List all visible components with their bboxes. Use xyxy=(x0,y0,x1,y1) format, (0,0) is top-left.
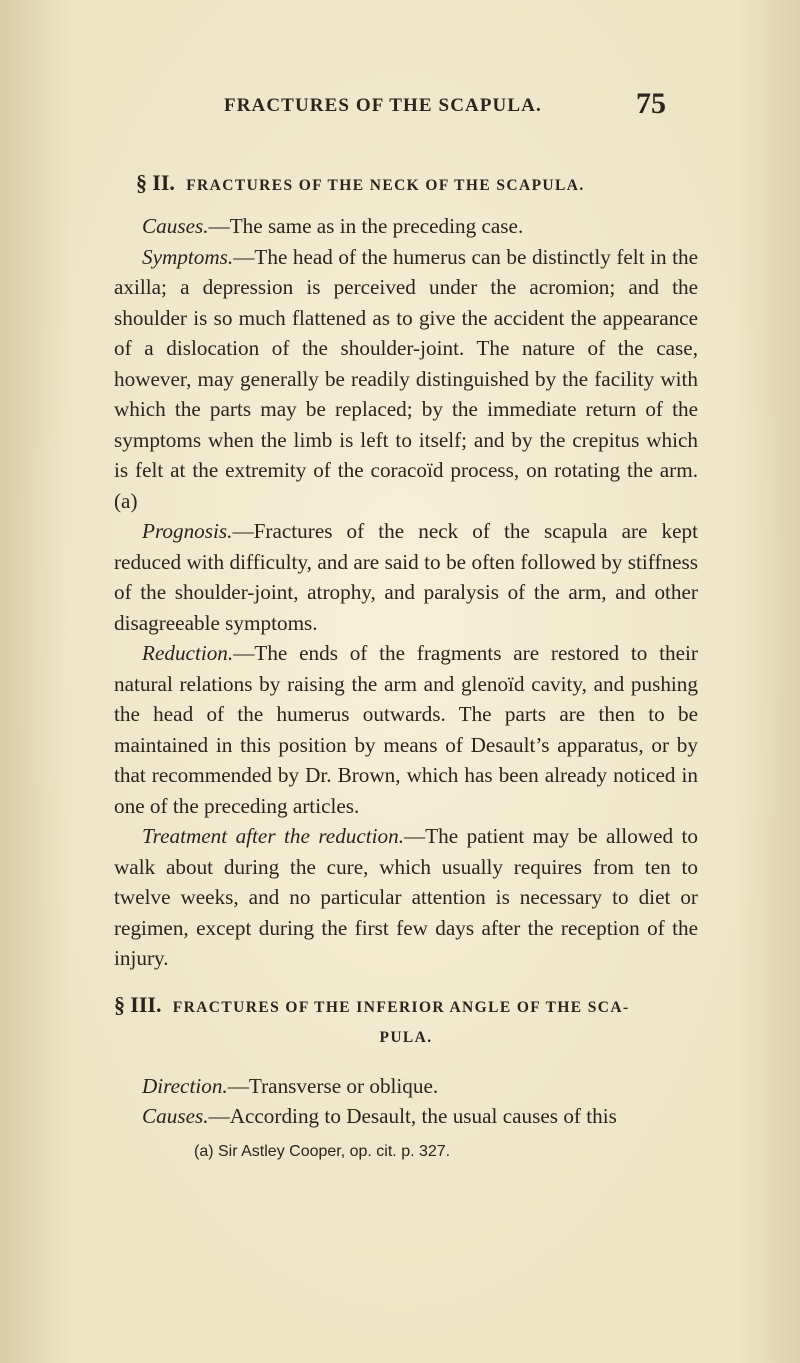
paragraph-text: —The patient may be allowed to walk about during the cure, which usually requires from ten to twelve weeks, and no particular attention is necessary to diet or regimen, except during the first few days after the reception of the injury. xyxy=(114,824,698,970)
running-head xyxy=(0,87,800,125)
paragraph-causes-inferior xyxy=(114,1101,698,1132)
paragraph-lead: Prognosis. xyxy=(142,519,233,543)
paragraph-text: —The head of the humerus can be distinctly felt in the axilla; a depression is perceived under the acromion; and the shoulder is so much flattened as to give the accident the appearance of a dislocation of the shoulder-joint. The nature of the case, however, may generally be readily distinguished by the facility with which the parts may be replaced; by the immediate return of the symptoms when the limb is left to itself; and by the crepitus which is felt at the extremity of the coracoïd process, on rotating the arm.(a) xyxy=(114,244,698,513)
paragraph-text: —According to Desault, the usual causes of this xyxy=(208,1104,617,1128)
paragraph-reduction xyxy=(114,638,698,821)
section-title-continued: PULA. xyxy=(379,1028,433,1046)
paragraph-treatment xyxy=(114,821,698,974)
paragraph-text: —The ends of the fragments are restored to their natural relations by raising the arm and glenoïd cavity, and pushing the head of the humerus outwards. The parts are then to be maintained in this position by means of Desault’s apparatus, or by that recommended by Dr. Brown, which has been already noticed in one of the preceding articles. xyxy=(114,641,698,818)
section-heading-inferior-angle xyxy=(114,992,698,1051)
section-mark: § xyxy=(114,991,125,1017)
paragraph-lead: Treatment after the reduction. xyxy=(142,824,405,848)
section-heading-neck xyxy=(114,170,698,199)
paragraph-lead: Symptoms. xyxy=(142,244,234,269)
paragraph-prognosis xyxy=(114,516,698,638)
page-body xyxy=(114,170,698,1162)
paragraph-text: —Fractures of the neck of the scapula are kept reduced with difficulty, and are said to be often followed by stiffness of the shoulder-joint, atrophy, and paralysis of the arm, and other disagreeable symptoms. xyxy=(114,519,698,635)
section-number: III. xyxy=(130,991,162,1017)
paragraph-symptoms xyxy=(114,242,698,517)
paragraph-lead: Causes. xyxy=(142,1104,209,1128)
section-title: FRACTURES OF THE NECK OF THE SCAPULA. xyxy=(186,177,585,194)
section-title: FRACTURES OF THE INFERIOR ANGLE OF THE SCA- xyxy=(172,998,630,1016)
running-title: FRACTURES OF THE SCAPULA. xyxy=(224,95,542,116)
paragraph-text: —The same as in the preceding case. xyxy=(208,214,524,238)
paragraph-lead: Causes. xyxy=(142,214,209,238)
paragraph-causes xyxy=(114,211,698,242)
section-number: II. xyxy=(152,170,175,195)
paragraph-text: —Transverse or oblique. xyxy=(227,1073,439,1098)
paragraph-direction xyxy=(114,1071,698,1102)
section-mark: § xyxy=(136,170,147,195)
paragraph-lead: Reduction. xyxy=(142,641,234,665)
page-number: 75 xyxy=(636,87,666,120)
paragraph-lead: Direction. xyxy=(142,1073,228,1098)
footnote: (a) Sir Astley Cooper, op. cit. p. 327. xyxy=(194,1142,451,1160)
